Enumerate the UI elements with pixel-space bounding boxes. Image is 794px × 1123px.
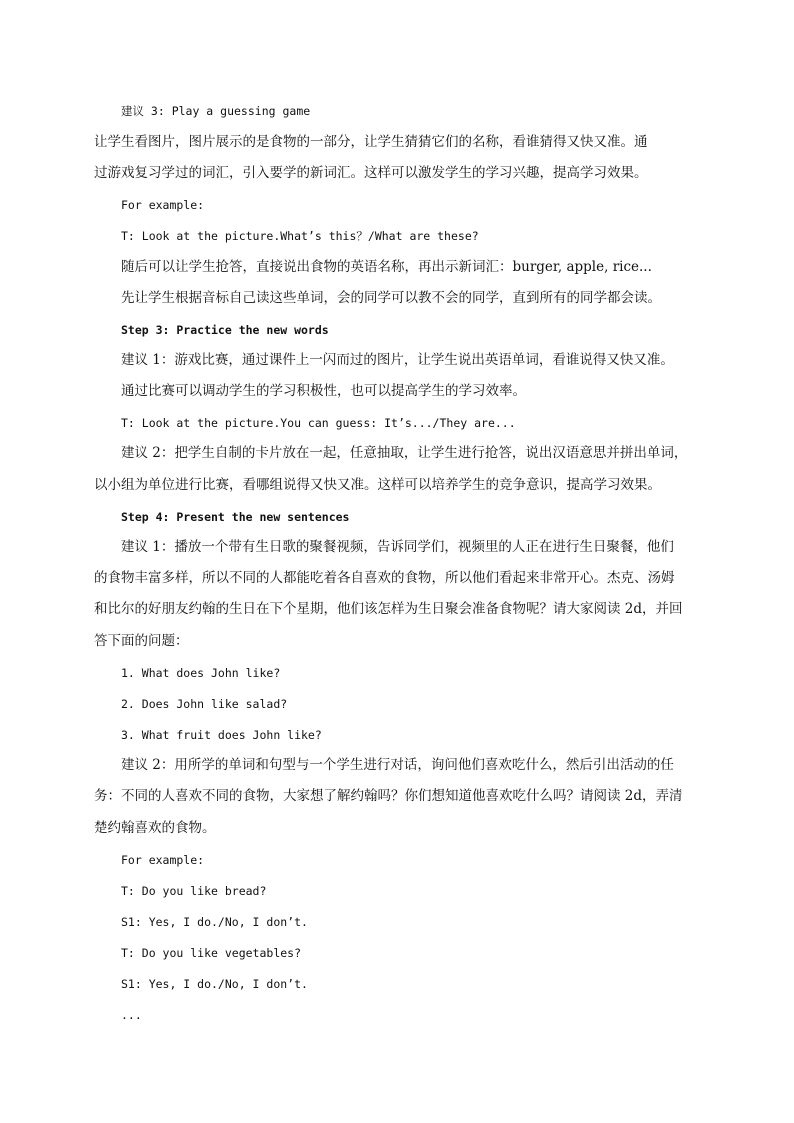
paragraph-line: 的食物丰富多样，所以不同的人都能吃着各自喜欢的食物，所以他们看起来非常开心。杰克、汤姆	[94, 570, 675, 586]
step-3-heading: Step 3: Practice the new words	[121, 323, 329, 337]
paragraph-line: 建议 1：播放一个带有生日歌的聚餐视频，告诉同学们，视频里的人正在进行生日聚餐，他们	[121, 539, 674, 555]
paragraph-line: 随后可以让学生抢答，直接说出食物的英语名称，再出示新词汇：burger, apple, rice...	[121, 259, 652, 275]
paragraph-line: 和比尔的好朋友约翰的生日在下个星期，他们该怎样为生日聚会准备食物呢？请大家阅读 2d，并回	[94, 601, 683, 617]
paragraph-line: 建议 1：游戏比赛，通过课件上一闪而过的图片，让学生说出英语单词，看谁说得又快又准。	[121, 352, 674, 368]
question-item: 1. What does John like?	[121, 666, 281, 680]
dialogue-line: S1: Yes, I do./No, I don’t.	[121, 915, 308, 929]
paragraph-line: 让学生看图片，图片展示的是食物的一部分，让学生猜猜它们的名称，看谁猜得又快又准。通	[94, 134, 648, 150]
dialogue-line: T: Look at the picture.You can guess: It’s.../They are...	[121, 416, 516, 430]
paragraph-line: 过游戏复习学过的词汇，引入要学的新词汇。这样可以激发学生的学习兴趣，提高学习效果。	[94, 165, 648, 181]
paragraph-line: 先让学生根据音标自己读这些单词，会的同学可以教不会的同学，直到所有的同学都会读。	[121, 290, 661, 306]
question-item: 2. Does John like salad?	[121, 697, 288, 711]
dialogue-line: T: Look at the picture.What’s this？/What are these?	[121, 229, 479, 243]
dialogue-line: T: Do you like vegetables?	[121, 946, 302, 960]
suggestion-3-heading: 建议 3: Play a guessing game	[121, 104, 311, 118]
example-label: For example:	[121, 853, 205, 867]
dialogue-line: T: Do you like bread?	[121, 884, 267, 898]
paragraph-line: 务：不同的人喜欢不同的食物，大家想了解约翰吗？你们想知道他喜欢吃什么吗？请阅读 2d，弄清	[94, 788, 683, 804]
example-label: For example:	[121, 198, 205, 212]
paragraph-line: 建议 2：用所学的单词和句型与一个学生进行对话，询问他们喜欢吃什么，然后引出活动的任	[121, 757, 674, 773]
paragraph-line: 以小组为单位进行比赛，看哪组说得又快又准。这样可以培养学生的竞争意识，提高学习效果。	[94, 477, 661, 493]
step-4-heading: Step 4: Present the new sentences	[121, 510, 350, 524]
paragraph-line: 通过比赛可以调动学生的学习积极性，也可以提高学生的学习效率。	[121, 383, 526, 399]
paragraph-line: 答下面的问题：	[94, 633, 189, 649]
dialogue-line: S1: Yes, I do./No, I don’t.	[121, 977, 308, 991]
question-item: 3. What fruit does John like?	[121, 728, 322, 742]
paragraph-line: 建议 2：把学生自制的卡片放在一起，任意抽取，让学生进行抢答，说出汉语意思并拼出单词，	[121, 445, 688, 461]
paragraph-line: 楚约翰喜欢的食物。	[94, 820, 216, 836]
ellipsis: ...	[121, 1008, 142, 1022]
